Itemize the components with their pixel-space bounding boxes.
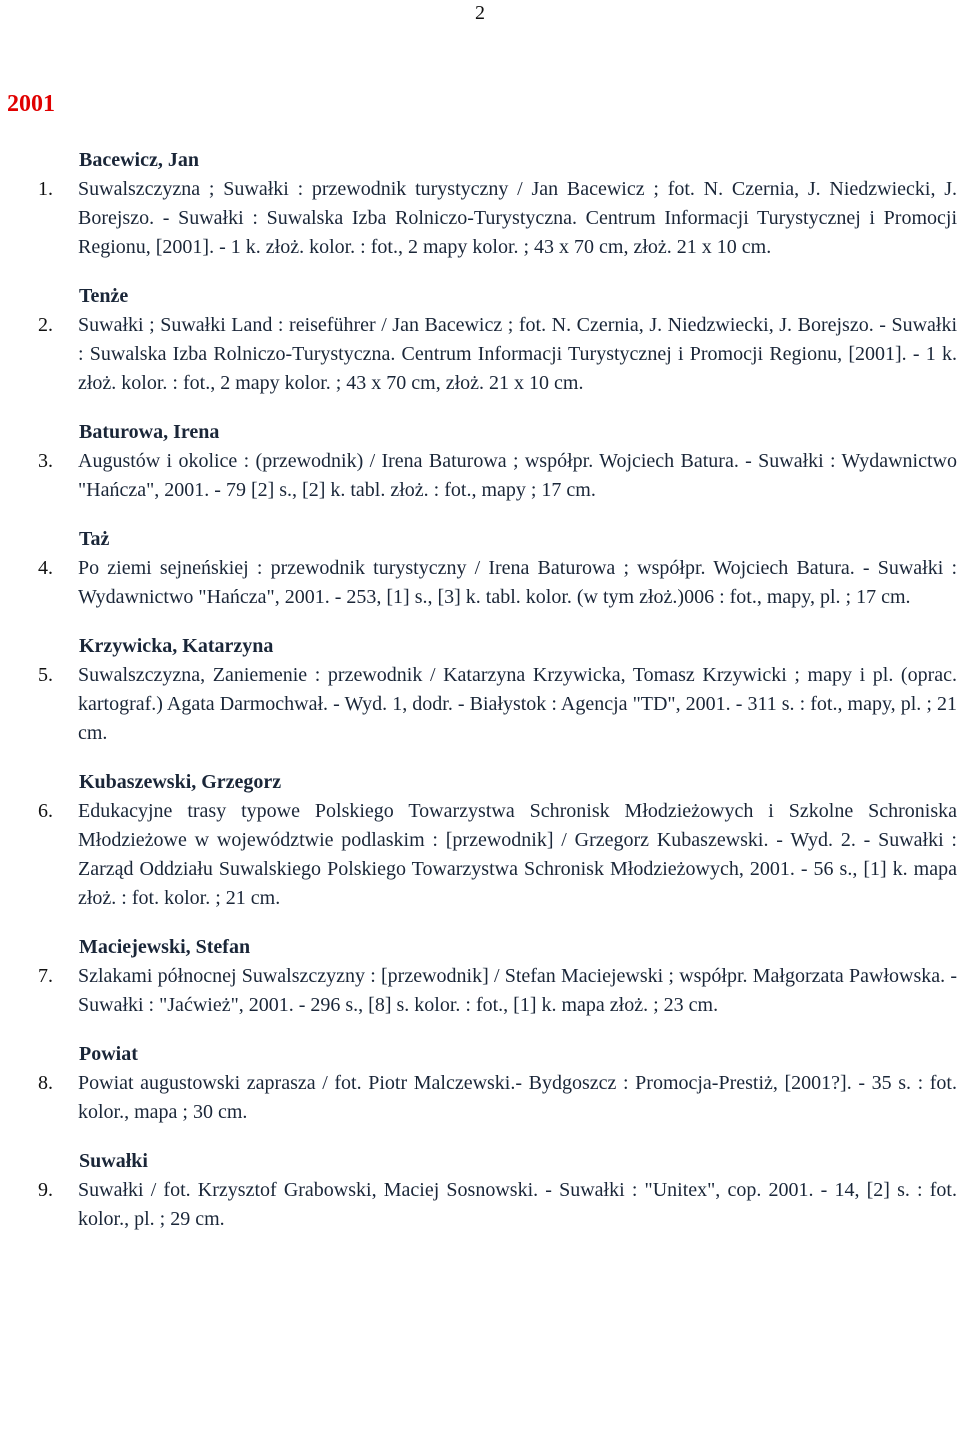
entry-text: Szlakami północnej Suwalszczyzny : [przewodnik] / Stefan Maciejewski ; współpr. Małgorzata Pawłowska. - Suwałki : "Jaćwież", 2001. - 296 s., [8] s. kolor. : fot., [1] k. mapa złoż. ; 23 cm. — [78, 965, 957, 1016]
entry-number: 3. — [38, 450, 53, 472]
author-heading: Krzywicka, Katarzyna — [79, 635, 274, 657]
entry-text: Augustów i okolice : (przewodnik) / Irena Baturowa ; współpr. Wojciech Batura. - Suwałki : Wydawnictwo "Hańcza", 2001. - 79 [2] s., [2] k. tabl. złoż. : fot., mapy ; 17 cm. — [78, 450, 957, 501]
entry-number: 6. — [38, 800, 53, 822]
bibliography-entry — [0, 554, 960, 612]
entry-number: 8. — [38, 1072, 53, 1094]
author-heading: Kubaszewski, Grzegorz — [79, 771, 282, 793]
entry-text: Suwalszczyzna ; Suwałki : przewodnik turystyczny / Jan Bacewicz ; fot. N. Czernia, J. Niedzwiecki, J. Borejszo. - Suwałki : Suwalska Izba Rolniczo-Turystyczna. Centrum Informacji Turystycznej i Promocji Regionu, [2001]. - 1 k. złoż. kolor. : fot., 2 mapy kolor. ; 43 x 70 cm, złoż. 21 x 10 cm. — [78, 178, 957, 258]
bibliography-entry — [0, 1069, 960, 1127]
entry-number: 2. — [38, 314, 53, 336]
author-heading: Powiat — [79, 1043, 138, 1065]
entry-group — [0, 282, 960, 398]
entry-group — [0, 525, 960, 612]
page-number: 2 — [475, 2, 485, 24]
entry-text: Powiat augustowski zaprasza / fot. Piotr Malczewski.- Bydgoszcz : Promocja-Prestiż, [2001?]. - 35 s. : fot. kolor., mapa ; 30 cm. — [78, 1072, 957, 1123]
bibliography-entry — [0, 311, 960, 398]
entry-group — [0, 146, 960, 262]
author-heading: Taż — [79, 528, 110, 550]
bibliography-entry — [0, 1176, 960, 1234]
author-heading: Suwałki — [79, 1150, 148, 1172]
bibliography-entry — [0, 661, 960, 748]
entry-number: 7. — [38, 965, 53, 987]
entry-text: Po ziemi sejneńskiej : przewodnik turystyczny / Irena Baturowa ; współpr. Wojciech Batura. - Suwałki : Wydawnictwo "Hańcza", 2001. - 253, [1] s., [3] k. tabl. kolor. (w tym złoż.)006 : fot., mapy, pl. ; 17 cm. — [78, 557, 957, 608]
entry-text: Suwałki / fot. Krzysztof Grabowski, Maciej Sosnowski. - Suwałki : "Unitex", cop. 2001. - 14, [2] s. : fot. kolor., pl. ; 29 cm. — [78, 1179, 957, 1230]
entry-number: 1. — [38, 178, 53, 200]
entry-group — [0, 1040, 960, 1127]
bibliography-entry — [0, 797, 960, 913]
entry-group — [0, 768, 960, 913]
bibliography-entry — [0, 175, 960, 262]
author-heading: Tenże — [79, 285, 129, 307]
bibliography-entry — [0, 447, 960, 505]
entry-group — [0, 632, 960, 748]
entry-number: 5. — [38, 664, 53, 686]
author-heading: Baturowa, Irena — [79, 421, 220, 443]
year-heading: 2001 — [7, 91, 55, 117]
entry-text: Suwałki ; Suwałki Land : reiseführer / Jan Bacewicz ; fot. N. Czernia, J. Niedzwiecki, J. Borejszo. - Suwałki : Suwalska Izba Rolniczo-Turystyczna. Centrum Informacji Turystycznej i Promocji Regionu, [2001]. - 1 k. złoż. kolor. : fot., 2 mapy kolor. ; 43 x 70 cm, złoż. 21 x 10 cm. — [78, 314, 957, 394]
author-heading: Bacewicz, Jan — [79, 149, 199, 171]
entry-text: Suwalszczyzna, Zaniemenie : przewodnik / Katarzyna Krzywicka, Tomasz Krzywicki ; mapy i pl. (oprac. kartograf.) Agata Darmochwał. - Wyd. 1, dodr. - Białystok : Agencja "TD", 2001. - 311 s. : fot., mapy, pl. ; 21 cm. — [78, 664, 957, 744]
author-heading: Maciejewski, Stefan — [79, 936, 251, 958]
entry-group — [0, 418, 960, 505]
entry-number: 9. — [38, 1179, 53, 1201]
entry-group — [0, 933, 960, 1020]
bibliography-entry — [0, 962, 960, 1020]
entry-text: Edukacyjne trasy typowe Polskiego Towarzystwa Schronisk Młodzieżowych i Szkolne Schroniska Młodzieżowe w województwie podlaskim : [przewodnik] / Grzegorz Kubaszewski. - Wyd. 2. - Suwałki : Zarząd Oddziału Suwalskiego Polskiego Towarzystwa Schronisk Młodzieżowych, 2001. - 56 s., [1] k. mapa złoż. : fot. kolor. ; 21 cm. — [78, 800, 957, 909]
entry-number: 4. — [38, 557, 53, 579]
entry-group — [0, 1147, 960, 1234]
bibliography-list — [0, 146, 960, 1254]
